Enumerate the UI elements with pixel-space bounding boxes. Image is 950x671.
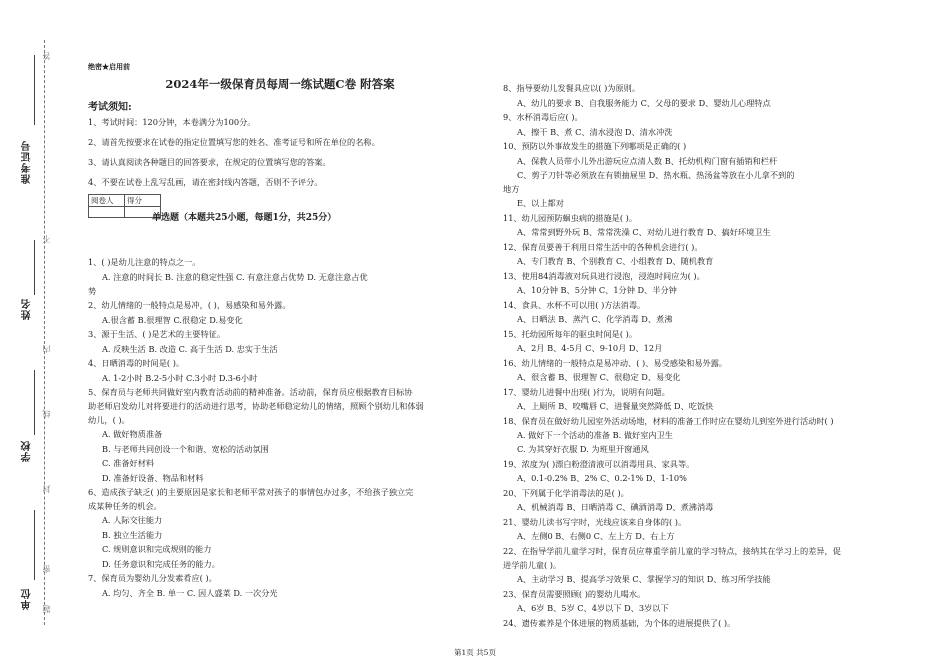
question-line: A. 1-2小时 B.2-5小时 C.3小时 D.3-6小时 xyxy=(102,373,258,383)
exam-number-label: 准考证号 xyxy=(22,140,33,184)
school-label: 学校 xyxy=(22,440,33,462)
question-line: 10、预防以外事故发生的措施下列哪项是正确的( ) xyxy=(503,141,687,151)
question-line: A、上厕所 B、咬嘴唇 C、进餐量突然降低 D、吃饭快 xyxy=(517,401,714,411)
notice-heading: 考试须知: xyxy=(88,102,132,113)
question-line: 地方 xyxy=(503,184,520,194)
seal-tick: 内 xyxy=(42,345,51,353)
unit-label: 单位 xyxy=(22,588,33,610)
question-line: 4、日晒消毒的时间是( )。 xyxy=(88,358,185,368)
question-line: D. 任务意识和完成任务的能力。 xyxy=(102,559,220,569)
question-line: A、2月 B、4-5月 C、9-10月 D、12月 xyxy=(517,343,663,353)
question-line: 2、幼儿情绪的一般特点是易冲，( )，易感染和易外露。 xyxy=(88,300,291,310)
question-line: A、幼儿的要求 B、自我服务能力 C、父母的要求 D、婴幼儿心理特点 xyxy=(517,98,771,108)
seal-tick: 封 xyxy=(42,485,51,493)
question-line: 11、幼儿园预防蛔虫病的措施是( )。 xyxy=(503,213,638,223)
page-title: 2024年一级保育员每周一练试题C卷 附答案 xyxy=(165,77,395,91)
page-footer: 第1页 共5页 xyxy=(454,648,496,657)
question-line: A. 做好下一个活动的准备 B. 做好室内卫生 xyxy=(517,430,673,440)
question-line: C、剪子刀针等必须放在有锁抽屉里 D、热水瓶、热汤盆等放在小儿拿不到的 xyxy=(517,170,795,180)
question-line: A.很含蓄 B.很理智 C.很稳定 D.易变化 xyxy=(102,315,243,325)
unit-line xyxy=(34,510,35,580)
question-line: A、0.1-0.2% B、2% C、0.2-1% D、1-10% xyxy=(517,473,687,483)
question-line: E、以上都对 xyxy=(517,198,564,208)
question-line: 12、保育员要善于利用日常生活中的各种机会进行( )。 xyxy=(503,242,703,252)
question-line: A、擦干 B、煮 C、清水浸泡 D、清水冲洗 xyxy=(517,127,673,137)
question-line: A、很含蓄 B、很理智 C、很稳定 D、易变化 xyxy=(517,372,681,382)
question-line: 16、幼儿情绪的一般特点是易冲动、( )、易受感染和易外露。 xyxy=(503,358,728,368)
name-label: 姓名 xyxy=(22,298,33,320)
score-table xyxy=(88,194,161,218)
question-line: A、日晒法 B、蒸汽 C、化学消毒 D、煮沸 xyxy=(517,314,673,324)
school-line xyxy=(34,370,35,435)
question-line: 8、指导要幼儿发餐具应以( )为原则。 xyxy=(503,83,641,93)
question-line: 22、在指导学前儿童学习时，保育员应尊重学前儿童的学习特点，接纳其在学习上的差异，促 xyxy=(503,546,841,556)
notice-item: 2、请首先按要求在试卷的指定位置填写您的姓名、准考证号和所在单位的名称。 xyxy=(88,137,380,147)
question-line: 21、婴幼儿读书写字时，光线应该来自身体的( )。 xyxy=(503,517,687,527)
question-line: A、主动学习 B、提高学习效果 C、掌握学习的知识 D、练习所学技能 xyxy=(517,574,771,584)
seal-tick: 答 xyxy=(42,52,51,60)
question-line: 15、托幼园所每年的驱虫时间是( )。 xyxy=(503,329,638,339)
question-line: A、左侧0 B、右侧0 C、左上方 D、右上方 xyxy=(517,531,675,541)
question-line: A. 做好物质准备 xyxy=(102,429,163,439)
exam-number-line xyxy=(34,55,35,125)
question-line: A. 均匀、齐全 B. 单一 C. 因人盛菜 D. 一次分光 xyxy=(102,588,278,598)
question-line: 势 xyxy=(88,286,97,296)
question-line: A、机械消毒 B、日晒消毒 C、碘酒消毒 D、煮沸消毒 xyxy=(517,502,714,512)
question-line: C. 规则意识和完成规则的能力 xyxy=(102,544,212,554)
notice-item: 4、不要在试卷上乱写乱画，请在密封线内答题，否则不予评分。 xyxy=(88,177,323,187)
question-line: 17、婴幼儿进餐中出现( )行为，说明有问题。 xyxy=(503,387,670,397)
question-line: C. 准备好材料 xyxy=(102,458,155,468)
question-line: 幼儿，( )。 xyxy=(88,415,130,425)
question-line: A. 反映生活 B. 改造 C. 高于生活 D. 忠实于生活 xyxy=(102,344,278,354)
score-cell: 得分 xyxy=(125,195,161,207)
question-line: A、10分钟 B、5分钟 C、1分钟 D、半分钟 xyxy=(517,285,677,295)
question-line: 13、使用84消毒液对玩具进行浸泡，浸泡时间应为( )。 xyxy=(503,271,705,281)
question-line: C. 为其穿好衣服 D. 为班里开窗通风 xyxy=(517,444,649,454)
question-line: A、保教人员带小儿外出游玩应点清人数 B、托幼机构门窗有插销和栏杆 xyxy=(517,156,778,166)
seal-tick: 密 xyxy=(42,565,51,573)
question-line: 1、( )是幼儿注意的特点之一。 xyxy=(88,257,201,267)
grader-blank-cell[interactable] xyxy=(89,207,125,218)
secret-mark: 绝密★启用前 xyxy=(88,62,130,71)
notice-item: 3、请认真阅读各种题目的回答要求，在规定的位置填写您的答案。 xyxy=(88,157,331,167)
question-line: 20、下列属于化学消毒法的是( )。 xyxy=(503,488,629,498)
seal-tick: 题 xyxy=(42,605,51,613)
question-line: 18、保育员在做好幼儿园室外活动场地，材料的准备工作时应在婴幼儿到室外进行活动时( ) xyxy=(503,416,834,426)
question-line: A、常常到野外玩 B、常常洗澡 C、对幼儿进行教育 D、搞好环境卫生 xyxy=(517,227,771,237)
question-line: A、专门教育 B、个别教育 C、小组教育 D、随机教育 xyxy=(517,256,714,266)
question-line: 9、水杯消毒后应( )。 xyxy=(503,112,583,122)
name-line xyxy=(34,240,35,295)
question-line: 助老师启发幼儿对将要进行的活动进行思考，协助老师稳定幼儿的情绪，照顾个别幼儿和体弱 xyxy=(88,401,424,411)
question-line: 进学前儿童( )。 xyxy=(503,560,562,570)
section-title: 单选题（本题共25小题，每题1分，共25分） xyxy=(152,213,337,223)
question-line: 23、保育员需要照顾( )的婴幼儿喝水。 xyxy=(503,589,646,599)
grader-cell: 阅卷人 xyxy=(89,195,125,207)
question-line: A. 人际交往能力 xyxy=(102,515,163,525)
question-line: 14、食具、水杯不可以用( )方法消毒。 xyxy=(503,300,646,310)
question-line: 24、遗传素养是个体进展的物质基础，为个体的进展提供了( )。 xyxy=(503,618,736,628)
question-line: 5、保育员与老师共同做好室内教育活动前的精神准备。活动前，保育员应根据教育目标协 xyxy=(88,387,413,397)
question-line: 3、源于生活、( )是艺术的主要特征。 xyxy=(88,329,226,339)
question-line: A. 注意的时间长 B. 注意的稳定性强 C. 有意注意占优势 D. 无意注意占优 xyxy=(102,272,368,282)
question-line: D. 准备好设备、物品和材料 xyxy=(102,473,204,483)
question-line: 19、浓度为( )漂白粉澄清液可以消毒用具、家具等。 xyxy=(503,459,695,469)
question-line: B. 独立生活能力 xyxy=(102,530,163,540)
question-line: 6、造成孩子缺乏( )的主要原因是家长和老师平常对孩子的事情包办过多，不给孩子独立完 xyxy=(88,487,414,497)
binding-margin xyxy=(0,40,60,625)
question-line: 7、保育员为婴幼儿分发素肴应( )。 xyxy=(88,573,217,583)
seal-tick: 线 xyxy=(42,410,51,418)
seal-line xyxy=(44,40,45,625)
seal-tick: 不 xyxy=(42,235,51,243)
question-line: B. 与老师共同创设一个和谐、宽松的活动氛围 xyxy=(102,444,269,454)
question-line: A、6岁 B、5岁 C、4岁以下 D、3岁以下 xyxy=(517,603,669,613)
notice-item: 1、考试时间：120分钟，本卷满分为100分。 xyxy=(88,117,256,127)
question-line: 成某种任务的机会。 xyxy=(88,501,162,511)
